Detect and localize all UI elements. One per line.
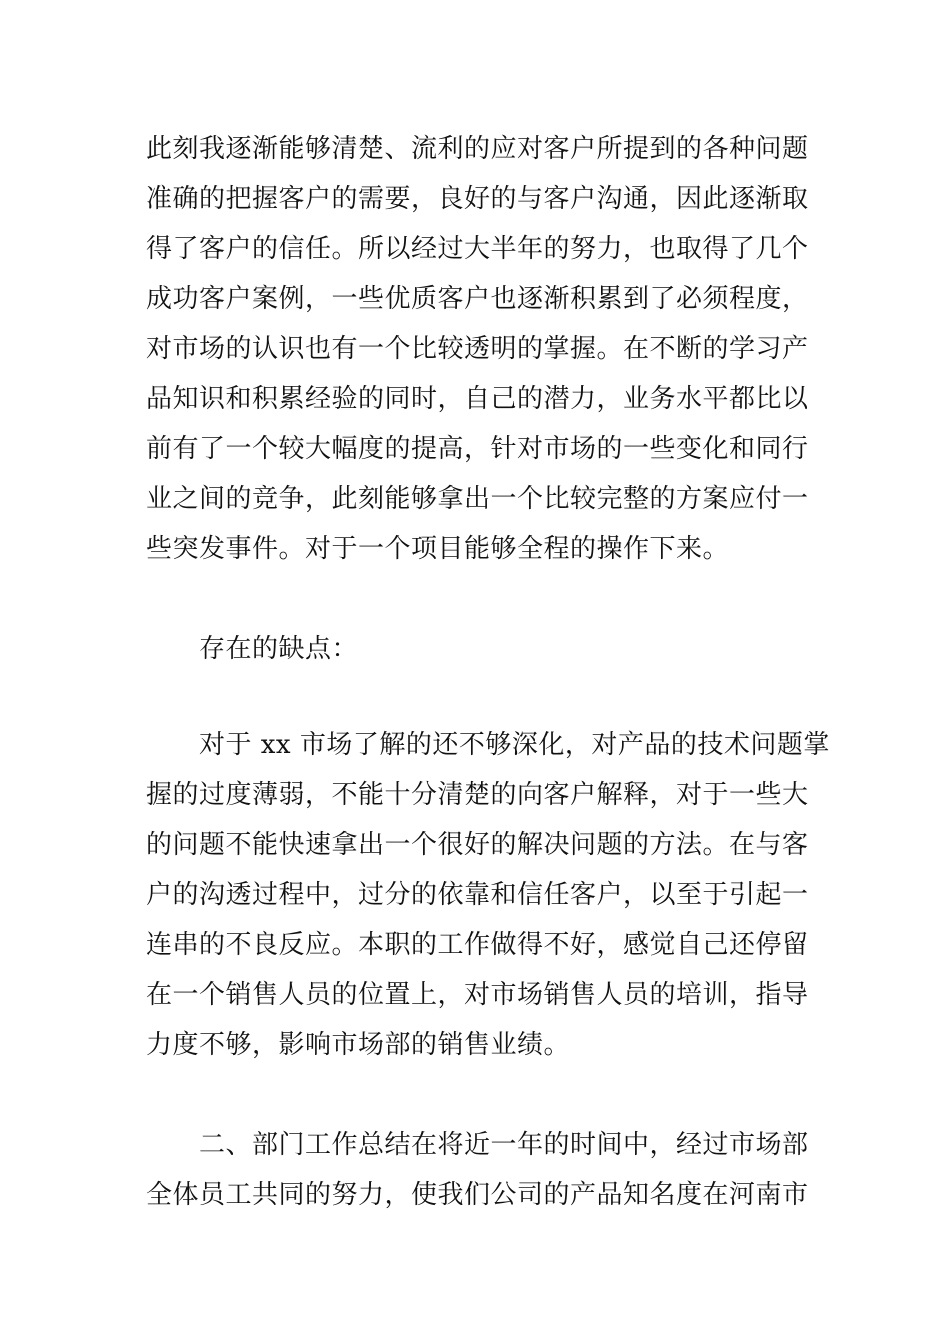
text-line: 前有了一个较大幅度的提高，针对市场的一些变化和同行	[146, 434, 809, 464]
text-line: 力度不够，影响市场部的销售业绩。	[146, 1030, 571, 1060]
paragraph-shortcomings	[146, 720, 830, 1070]
text-line: 全体员工共同的努力，使我们公司的产品知名度在河南市	[146, 1180, 809, 1210]
text-line: 业之间的竞争，此刻能够拿出一个比较完整的方案应付一	[146, 484, 809, 514]
section-heading: 存在的缺点：	[146, 634, 359, 664]
text-line: 握的过度薄弱，不能十分清楚的向客户解释，对于一些大	[146, 780, 809, 810]
text-line: 得了客户的信任。所以经过大半年的努力，也取得了几个	[146, 234, 809, 264]
paragraph-shortcomings-heading	[146, 624, 806, 674]
text-line: 此刻我逐渐能够清楚、流利的应对客户所提到的各种问题	[146, 134, 809, 164]
text-line: 成功客户案例，一些优质客户也逐渐积累到了必须程度，	[146, 284, 809, 314]
text-line: 在一个销售人员的位置上，对市场销售人员的培训，指导	[146, 980, 809, 1010]
text-line: 品知识和积累经验的同时，自己的潜力，业务水平都比以	[146, 384, 809, 414]
text-line: 些突发事件。对于一个项目能够全程的操作下来。	[146, 534, 730, 564]
text-line: 对市场的认识也有一个比较透明的掌握。在不断的学习产	[146, 334, 809, 364]
text-line: 户的沟透过程中，过分的依靠和信任客户，以至于引起一	[146, 880, 809, 910]
text-line: 连串的不良反应。本职的工作做得不好，感觉自己还停留	[146, 930, 809, 960]
text-line: 的问题不能快速拿出一个很好的解决问题的方法。在与客	[146, 830, 809, 860]
text-line: 对于 xx 市场了解的还不够深化，对产品的技术问题掌	[146, 730, 830, 760]
paragraph-progress	[146, 124, 809, 574]
text-line: 准确的把握客户的需要，良好的与客户沟通，因此逐渐取	[146, 184, 809, 214]
paragraph-department-summary	[146, 1120, 809, 1220]
text-line: 二、部门工作总结在将近一年的时间中，经过市场部	[146, 1130, 809, 1160]
